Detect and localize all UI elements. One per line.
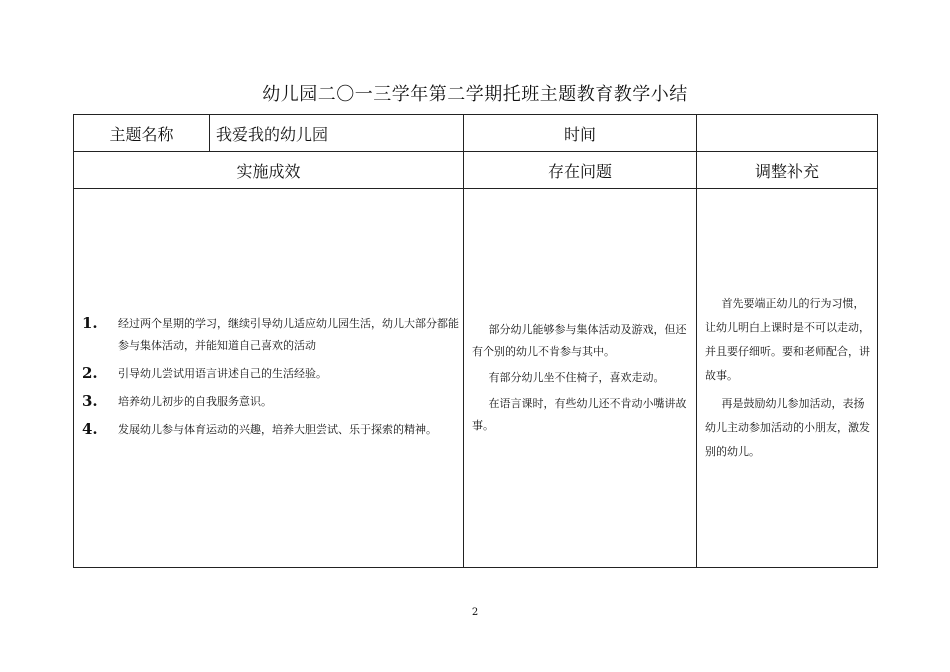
adjustment-paragraph: 首先要端正幼儿的行为习惯，让幼儿明白上课时是不可以走动，并且要仔细听。要和老师配合，讲故事。: [705, 296, 870, 382]
item-text: 发展幼儿参与体育运动的兴趣，培养大胆尝试、乐于探索的精神。: [118, 423, 437, 436]
adjustments-header: 调整补充: [697, 152, 878, 189]
problem-paragraph: 在语言课时，有些幼儿还不肯动小嘴讲故事。: [472, 396, 687, 432]
problem-paragraph: 部分幼儿能够参与集体活动及游戏，但还有个别的幼儿不肯参与其中。: [472, 322, 687, 358]
achievements-list: [74, 309, 463, 441]
adjustments-text: [697, 289, 877, 464]
item-text: 培养幼儿初步的自我服务意识。: [118, 395, 272, 408]
content-row: [74, 189, 878, 568]
theme-value: 我爱我的幼儿园: [210, 115, 464, 152]
page-number: 2: [471, 607, 479, 618]
theme-label: 主题名称: [74, 115, 210, 152]
list-item: [82, 363, 463, 385]
problems-text: [464, 316, 696, 437]
item-number: 4.: [82, 420, 98, 438]
time-label: 时间: [464, 115, 697, 152]
column-header-row: [74, 152, 878, 189]
document-title: 幼儿园二〇一三学年第二学期托班主题教育教学小结: [262, 84, 688, 105]
adjustment-paragraph: 再是鼓励幼儿参加活动，表扬幼儿主动参加活动的小朋友，激发别的幼儿。: [705, 396, 870, 458]
item-number: 3.: [82, 392, 98, 410]
problems-cell: [464, 189, 697, 568]
item-text: 经过两个星期的学习，继续引导幼儿适应幼儿园生活，幼儿大部分都能参与集体活动，并能知道自己喜欢的活动: [118, 317, 459, 352]
summary-table: [73, 114, 878, 568]
problems-header: 存在问题: [464, 152, 697, 189]
adjustments-cell: [697, 189, 878, 568]
item-number: 2.: [82, 364, 98, 382]
time-value: [697, 115, 878, 152]
problem-paragraph: 有部分幼儿坐不住椅子，喜欢走动。: [488, 370, 665, 384]
achievements-header: 实施成效: [74, 152, 464, 189]
item-text: 引导幼儿尝试用语言讲述自己的生活经验。: [118, 367, 327, 380]
list-item: [82, 391, 463, 413]
list-item: [82, 313, 463, 357]
header-row: [74, 115, 878, 152]
item-number: 1.: [82, 314, 98, 332]
achievements-cell: [74, 189, 464, 568]
list-item: [82, 419, 463, 441]
